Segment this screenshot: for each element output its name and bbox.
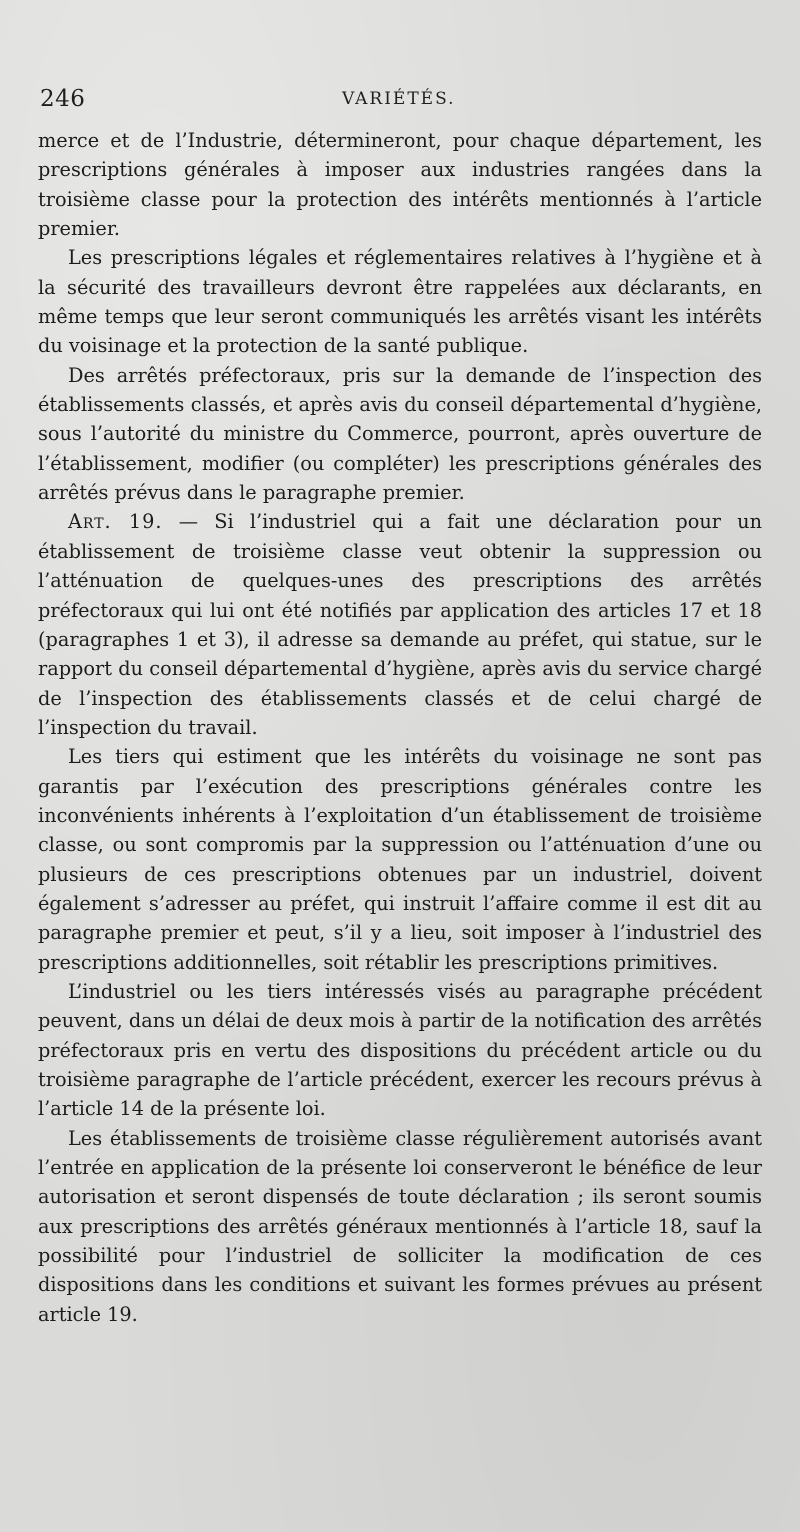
paragraph xyxy=(38,742,762,977)
page-number: 246 xyxy=(40,86,86,112)
article-label: Art. 19. xyxy=(68,510,163,534)
running-head: VARIÉTÉS. xyxy=(342,89,456,109)
paragraph xyxy=(38,1124,762,1329)
paragraph-continuation xyxy=(38,126,762,243)
paragraph xyxy=(38,243,762,360)
paragraph xyxy=(38,361,762,508)
body-text xyxy=(38,126,762,1329)
paragraph-text: Les établissements de troisième classe régulièrement autorisés avant l’entrée en application de la présente loi conserveront le bénéfice de leur autorisation et seront dispensés de toute déclaration ; ils seront soumis aux prescriptions des arrêtés généraux mentionnés à l’article 18, sauf la possibilité pour l’industriel de solliciter la modification de ces dispositions dans les conditions et suivant les formes prévues au présent article 19. xyxy=(38,1126,762,1326)
paragraph-text: merce et de l’Industrie, détermineront, pour chaque département, les prescriptions générales à imposer aux industries rangées dans la troisième classe pour la protection des intérêts mentionnés à l’article premier. xyxy=(38,129,762,241)
paragraph-text: — Si l’industriel qui a fait une déclaration pour un établissement de troisième classe veut obtenir la suppression ou l’atténuation de quelques-unes des prescriptions des arrêtés préfectoraux qui lui ont été notifiés par application des articles 17 et 18 (paragraphes 1 et 3), il adresse sa demande au préfet, qui statue, sur le rapport du conseil départemental d’hygiène, après avis du service chargé de l’inspection des établissements classés et de celui chargé de l’inspection du travail. xyxy=(38,510,762,739)
paragraph xyxy=(38,977,762,1124)
paragraph-text: Des arrêtés préfectoraux, pris sur la demande de l’inspection des établissements classés, et après avis du conseil départemental d’hygiène, sous l’autorité du ministre du Commerce, pourront, après ouverture de l’établissement, modifier (ou compléter) les prescriptions générales des arrêtés prévus dans le paragraphe premier. xyxy=(38,363,762,505)
article-paragraph xyxy=(38,507,762,742)
paragraph-text: L’industriel ou les tiers intéressés visés au paragraphe précédent peuvent, dans un délai de deux mois à partir de la notification des arrêtés préfectoraux pris en vertu des dispositions du précédent article ou du troisième paragraphe de l’article précédent, exercer les recours prévus à l’article 14 de la présente loi. xyxy=(38,979,762,1121)
paragraph-text: Les tiers qui estiment que les intérêts du voisinage ne sont pas garantis par l’exécution des prescriptions générales contre les inconvénients inhérents à l’exploitation d’un établissement de troisième classe, ou sont compromis par la suppression ou l’atténuation d’une ou plusieurs de ces prescriptions obtenues par un industriel, doivent également s’adresser au préfet, qui instruit l’affaire comme il est dit au paragraphe premier et peut, s’il y a lieu, soit imposer à l’industriel des prescriptions additionnelles, soit rétablir les prescriptions primitives. xyxy=(38,745,762,974)
paragraph-text: Les prescriptions légales et réglementaires relatives à l’hygiène et à la sécurité des travailleurs devront être rappelées aux déclarants, en même temps que leur seront communiqués les arrêtés visant les intérêts du voisinage et la protection de la santé publique. xyxy=(38,246,762,358)
page-header xyxy=(40,86,760,116)
